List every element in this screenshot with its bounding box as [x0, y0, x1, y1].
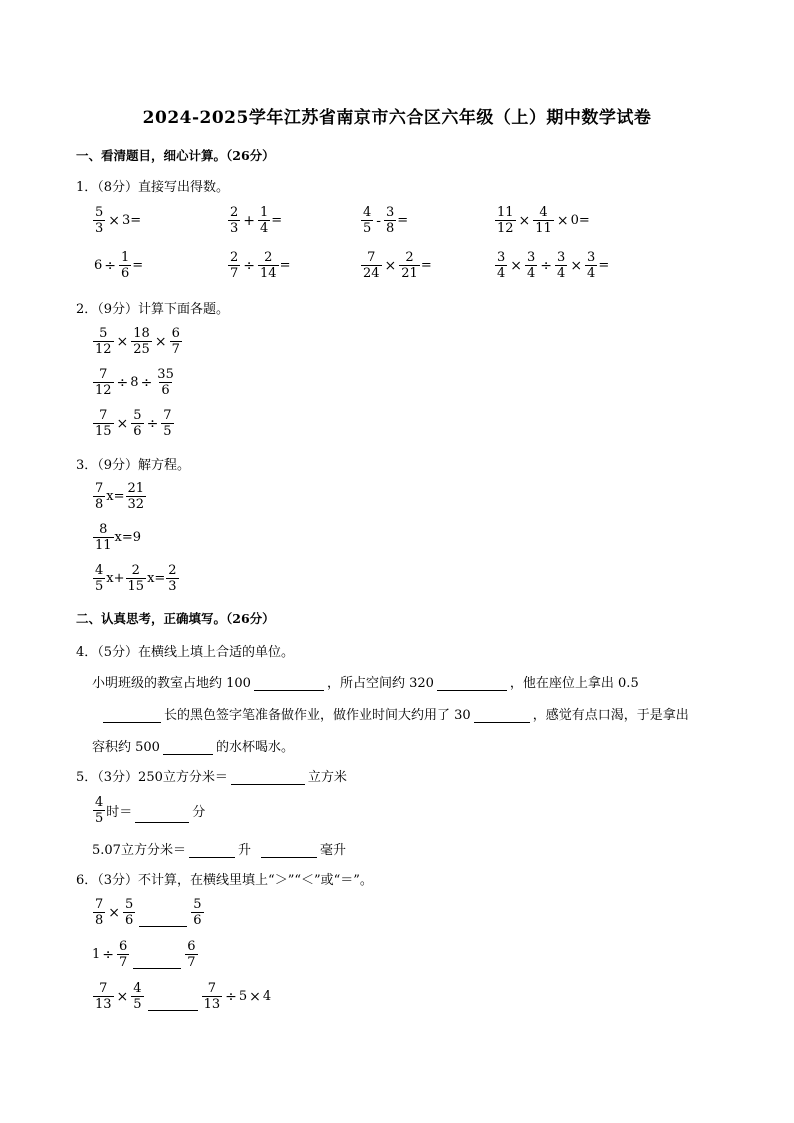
q4-line-3: 容积约 500 的水杯喝水。 — [92, 740, 294, 755]
answer-blank[interactable] — [135, 808, 189, 823]
fraction: $\frac{7}{15}$ — [95, 408, 112, 439]
q6-item-c: $\frac{7}{13}$ × $\frac{4}{5}$ $\frac{7}{13}$ ÷ 5 × 4 — [95, 981, 272, 1012]
fraction: $\frac{8}{11}$ — [95, 522, 112, 553]
fraction: $\frac{6}{7}$ — [187, 939, 196, 970]
answer-blank[interactable] — [148, 996, 198, 1011]
page-title: 2024-2025学年江苏省南京市六合区六年级（上）期中数学试卷 — [142, 108, 652, 128]
question-6-heading: 6．（3分）不计算，在横线里填上“＞”“＜”或“＝”。 — [76, 873, 373, 888]
answer-blank[interactable] — [437, 676, 507, 691]
fraction: $\frac{2}{3}$ — [168, 563, 177, 594]
fraction: $\frac{2}{15}$ — [127, 563, 145, 594]
q5-item-c: 5.07立方分米＝ 升 毫升 — [92, 843, 346, 858]
fraction: $\frac{3}{8}$ — [386, 205, 395, 236]
fraction: $\frac{3}{4}$ — [497, 250, 506, 281]
fraction: $\frac{5}{6}$ — [193, 897, 202, 928]
answer-blank[interactable] — [474, 708, 530, 723]
question-3-heading: 3．（9分）解方程。 — [76, 458, 191, 473]
q3-item-c: $\frac{4}{5}$ x+ $\frac{2}{15}$ x= $\frac{2}{3}$ — [95, 563, 177, 594]
fraction: $\frac{5}{6}$ — [125, 897, 134, 928]
fraction: $\frac{4}{5}$ — [95, 795, 104, 826]
q2-item-c: $\frac{7}{15}$ × $\frac{5}{6}$ ÷ $\frac{7}{5}$ — [95, 408, 172, 439]
q1-item-h: $\frac{3}{4}$ × $\frac{3}{4}$ ÷ $\frac{3}{4}$ × $\frac{3}{4}$ = — [497, 250, 610, 281]
fraction: $\frac{5}{12}$ — [95, 326, 112, 357]
fraction: $\frac{4}{5}$ — [95, 563, 104, 594]
question-2-heading: 2．（9分）计算下面各题。 — [76, 302, 230, 317]
fraction: $\frac{6}{7}$ — [119, 939, 128, 970]
fraction: $\frac{35}{6}$ — [157, 367, 174, 398]
fraction: $\frac{2}{7}$ — [230, 250, 239, 281]
q2-item-b: $\frac{7}{12}$ ÷ 8 ÷ $\frac{35}{6}$ — [95, 367, 174, 398]
question-5-heading: 5．（3分）250立方分米＝ 立方米 — [76, 770, 347, 785]
answer-blank[interactable] — [231, 770, 305, 785]
fraction: $\frac{18}{25}$ — [133, 326, 150, 357]
q1-item-g: $\frac{7}{24}$ × $\frac{2}{21}$ = — [363, 250, 432, 281]
q3-item-a: $\frac{7}{8}$ x= $\frac{21}{32}$ — [95, 481, 145, 512]
fraction: $\frac{11}{12}$ — [497, 205, 514, 236]
fraction: $\frac{7}{12}$ — [95, 367, 112, 398]
answer-blank[interactable] — [133, 954, 181, 969]
answer-blank[interactable] — [139, 912, 187, 927]
answer-blank[interactable] — [103, 708, 161, 723]
q6-item-a: $\frac{7}{8}$ × $\frac{5}{6}$ $\frac{5}{6}$ — [95, 897, 202, 928]
q5-item-b: $\frac{4}{5}$ 时＝ 分 — [95, 795, 206, 826]
section-heading-2: 二、认真思考，正确填写。（26分） — [76, 611, 275, 626]
answer-blank[interactable] — [163, 740, 213, 755]
fraction: $\frac{5}{6}$ — [133, 408, 142, 439]
question-1-heading: 1．（8分）直接写出得数。 — [76, 180, 230, 195]
q4-line-1: 小明班级的教室占地约 100 ，所占空间约 320 ，他在座位上拿出 0.5 — [92, 676, 639, 691]
fraction: $\frac{4}{5}$ — [133, 981, 142, 1012]
question-4-heading: 4．（5分）在横线上填上合适的单位。 — [76, 645, 295, 660]
answer-blank[interactable] — [189, 843, 235, 858]
answer-blank[interactable] — [261, 843, 317, 858]
fraction: $\frac{21}{32}$ — [127, 481, 145, 512]
fraction: $\frac{3}{4}$ — [587, 250, 596, 281]
fraction: $\frac{7}{24}$ — [363, 250, 380, 281]
fraction: $\frac{4}{11}$ — [535, 205, 552, 236]
fraction: $\frac{7}{13}$ — [203, 981, 221, 1012]
q4-line-2: 长的黑色签字笔准备做作业，做作业时间大约用了 30 ，感觉有点口渴，于是拿出 — [100, 704, 689, 723]
q1-item-b: $\frac{2}{3}$ + $\frac{1}{4}$ = — [230, 205, 283, 236]
fraction: $\frac{3}{4}$ — [557, 250, 566, 281]
fraction: $\frac{7}{5}$ — [163, 408, 172, 439]
q2-item-a: $\frac{5}{12}$ × $\frac{18}{25}$ × $\frac{6}{7}$ — [95, 326, 180, 357]
answer-blank[interactable] — [254, 676, 324, 691]
fraction: $\frac{2}{3}$ — [230, 205, 239, 236]
fraction: $\frac{7}{8}$ — [95, 897, 104, 928]
fraction: $\frac{5}{3}$ — [95, 205, 104, 236]
fraction: $\frac{7}{13}$ — [95, 981, 112, 1012]
q1-item-a: $\frac{5}{3}$ × 3 = — [95, 205, 142, 236]
q1-item-f: $\frac{2}{7}$ ÷ $\frac{2}{14}$ = — [230, 250, 291, 281]
q1-item-e: 6 ÷ $\frac{1}{6}$ = — [94, 250, 144, 281]
q1-item-d: $\frac{11}{12}$ × $\frac{4}{11}$ × 0 = — [497, 205, 590, 236]
fraction: $\frac{3}{4}$ — [527, 250, 536, 281]
fraction: $\frac{2}{14}$ — [260, 250, 277, 281]
fraction: $\frac{4}{5}$ — [363, 205, 372, 236]
fraction: $\frac{1}{6}$ — [121, 250, 130, 281]
q6-item-b: 1 ÷ $\frac{6}{7}$ $\frac{6}{7}$ — [92, 939, 196, 970]
fraction: $\frac{7}{8}$ — [95, 481, 104, 512]
section-heading-1: 一、看清题目，细心计算。（26分） — [76, 148, 275, 163]
fraction: $\frac{2}{21}$ — [401, 250, 418, 281]
fraction: $\frac{1}{4}$ — [260, 205, 269, 236]
q3-item-b: $\frac{8}{11}$ x=9 — [95, 522, 142, 553]
fraction: $\frac{6}{7}$ — [171, 326, 180, 357]
q1-item-c: $\frac{4}{5}$ - $\frac{3}{8}$ = — [363, 205, 409, 236]
